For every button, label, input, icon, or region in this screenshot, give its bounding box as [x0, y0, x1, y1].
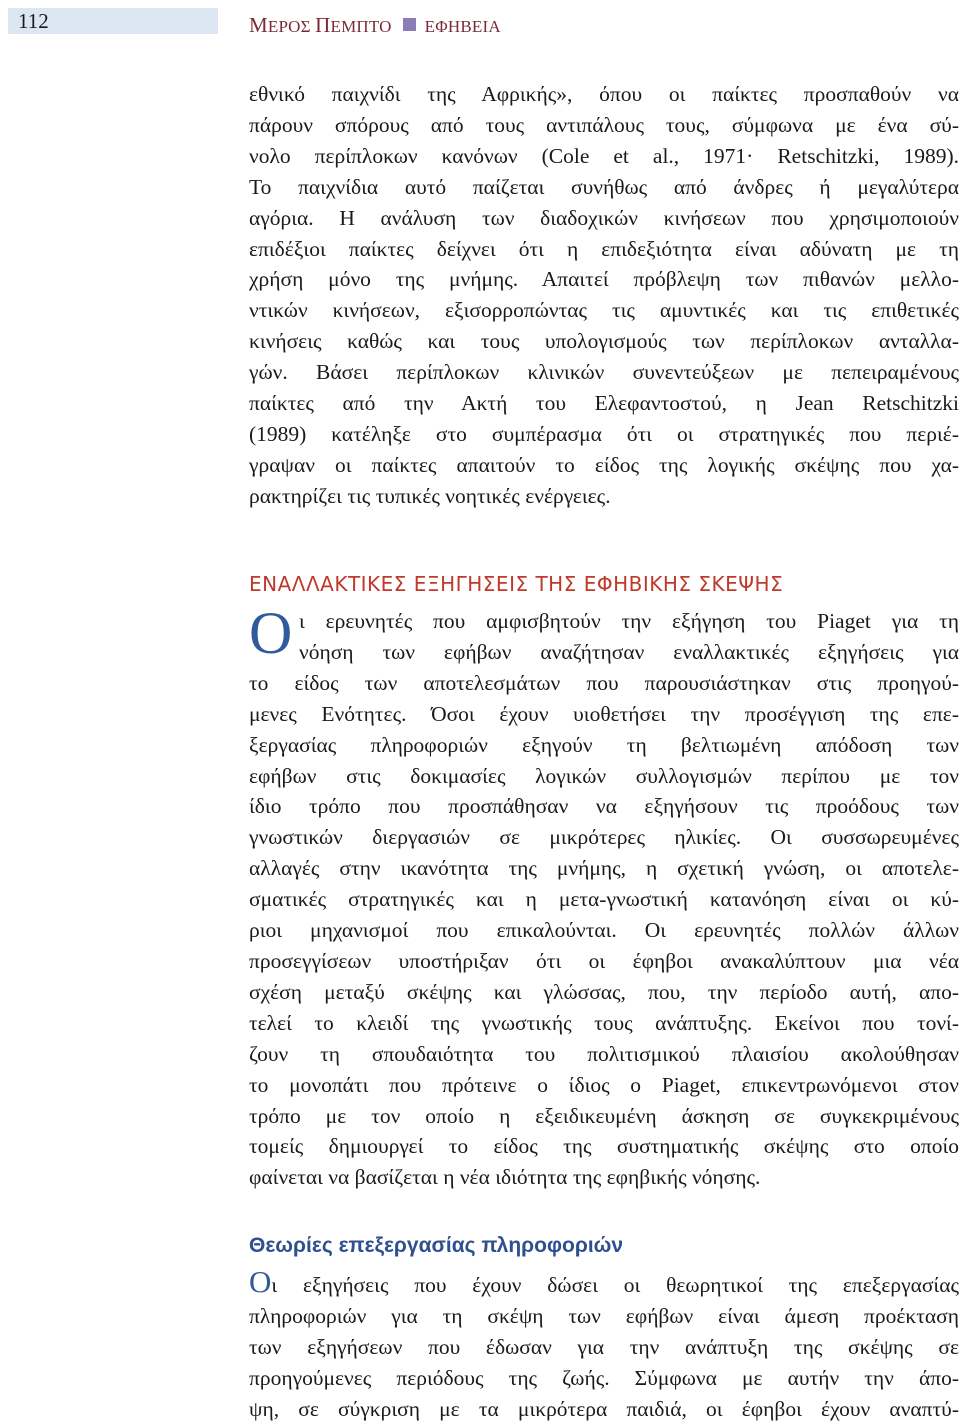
running-head-part-initial2: Π [315, 13, 331, 37]
body-line: γραψαν οι παίκτες απαιτούν το είδος της λογικής σκέψης που χα- [249, 452, 959, 477]
body-line: ντικών κινήσεων, εξισορροπώντας τις αμυντικές και τις επιθετικές [249, 298, 959, 323]
running-head [249, 13, 501, 39]
body-line: αλλαγές στην ικανότητα της μνήμης, η σχετική γνώση, οι αποτελε- [249, 856, 959, 881]
body-paragraph-1 [249, 79, 959, 512]
body-paragraph-2 [249, 606, 959, 1193]
section-heading: ΕΝΑΛΛΑΚΤΙΚΕΣ ΕΞΗΓΗΣΕΙΣ ΤΗΣ ΕΦΗΒΙΚΗΣ ΣΚΕΨΗΣ [249, 572, 784, 596]
running-head-part-word1: ΕΡΟΣ [267, 17, 311, 36]
body-line: ρακτηρίζει τις τυπικές νοητικές ενέργειες. [249, 483, 611, 508]
body-line: νόηση των εφήβων αναζήτησαν εναλλακτικές εξηγήσεις για [299, 639, 959, 664]
running-head-part-word2: ΕΜΠΤΟ [330, 17, 392, 36]
body-line: επιδέξιοι παίκτες δείχνει ότι η επιδεξιότητα είναι αδύνατη με τη [249, 236, 959, 261]
body-line: προηγούμενες περιόδους της ζωής. Σύμφωνα με αυτήν την άπο- [249, 1365, 959, 1390]
running-head-chapter: ΕΦΗΒΕΙΑ [424, 17, 501, 36]
body-line: τελεί το κλειδί της γνωστικής τους ανάπτυξης. Εκείνοι που τονί- [249, 1010, 959, 1035]
body-line: κινήσεις καθώς και τους υπολογισμούς των περίπλοκων ανταλλα- [249, 329, 959, 354]
body-line: ι ερευνητές που αμφισβητούν την εξήγηση του Piaget για τη [299, 609, 959, 633]
body-line: νολο περίπλοκων κανόνων (Cole et al., 1971· Retschitzki, 1989). [249, 143, 959, 168]
body-line [249, 1264, 959, 1301]
body-line: (1989) κατέληξε στο συμπέρασμα ότι οι στρατηγικές που περιέ- [249, 421, 959, 446]
body-line: ίδιο τρόπο που προσπάθησαν να εξηγήσουν τις προόδους των [249, 794, 959, 819]
body-line: το μονοπάτι που πρότεινε ο ίδιος ο Piaget, επικεντρωνόμενοι στον [249, 1072, 959, 1097]
body-line: αγόρια. Η ανάλυση των διαδοχικών κινήσεων που χρησιμοποιούν [249, 205, 959, 230]
body-line-text: ι εξηγήσεις που έχουν δώσει οι θεωρητικοί της επεξεργασίας [271, 1273, 959, 1297]
body-line: πληροφοριών για τη σκέψη των εφήβων είναι άμεση προέκταση [249, 1303, 959, 1328]
body-line: σματικές στρατηγικές και η μετα-γνωστική κατανόηση είναι οι κύ- [249, 887, 959, 912]
body-line: σχέση μεταξύ σκέψης και γλώσσας, που, την περίοδο αυτή, απο- [249, 979, 959, 1004]
body-line: προσεγγίσεων υποστήριξαν ότι οι έφηβοι ανακαλύπτουν μια νέα [249, 948, 959, 973]
body-line: ζουν τη σπουδαιότητα του πολιτισμικού πλαισίου ακολούθησαν [249, 1041, 959, 1066]
body-line: των εξηγήσεων που έδωσαν για την ανάπτυξη της σκέψης σε [249, 1334, 959, 1359]
body-line: τομείς δημιουργεί το είδος της συστηματικής σκέψης στο οποίο [249, 1134, 959, 1159]
body-line: εθνικό παιχνίδι της Αφρικής», όπου οι παίκτες προσπαθούν να [249, 82, 959, 106]
body-paragraph-3 [249, 1264, 959, 1425]
body-line: παίκτες από την Ακτή του Ελεφαντοστού, η Jean Retschitzki [249, 391, 959, 416]
body-line: πάρουν σπόρους από τους αντιπάλους τους, σύμφωνα με ένα σύ- [249, 112, 959, 137]
body-line: ψη, σε σύγκριση με τα μικρότερα παιδιά, οι έφηβοι έχουν αναπτύ- [249, 1396, 959, 1421]
body-line: εφήβων στις δοκιμασίες λογικών συλλογισμών περίπου με τον [249, 763, 959, 788]
subsection-heading: Θεωρίες επεξεργασίας πληροφοριών [249, 1234, 624, 1257]
body-line: το είδος των αποτελεσμάτων που παρουσιάστηκαν στις προηγού- [249, 670, 959, 695]
body-line: γνωστικών διεργασιών σε μικρότερες ηλικίες. Οι συσσωρευμένες [249, 825, 959, 850]
running-head-part-initial: Μ [249, 13, 268, 37]
body-line: ριοι μηχανισμοί που επικαλούνται. Οι ερευνητές πολλών άλλων [249, 918, 959, 943]
body-line: φαίνεται να βασίζεται η νέα ιδιότητα της εφηβικής νόησης. [249, 1165, 761, 1190]
body-line: ξεργασίας πληροφοριών εξηγούν τη βελτιωμένη απόδοση των [249, 732, 959, 757]
body-line: γών. Βάσει περίπλοκων κλινικών συνεντεύξεων με πεπειραμένους [249, 360, 959, 385]
drop-cap: Ο [249, 600, 293, 666]
body-line: χρήση μόνο της μνήμης. Απαιτεί πρόβλεψη των πιθανών μελλο- [249, 267, 959, 292]
initial-letter: Ο [249, 1264, 272, 1299]
body-line: Το παιχνίδια αυτό παίζεται συνήθως από άνδρες ή μεγαλύτερα [249, 174, 959, 199]
body-line: μενες Ενότητες. Όσοι έχουν υιοθετήσει την προσέγγιση της επε- [249, 701, 959, 726]
body-line: τρόπο με τον οποίο η εξειδικευμένη άσκηση σε συγκεκριμένους [249, 1103, 959, 1128]
page-number: 112 [18, 9, 49, 33]
square-bullet-icon [403, 18, 416, 31]
